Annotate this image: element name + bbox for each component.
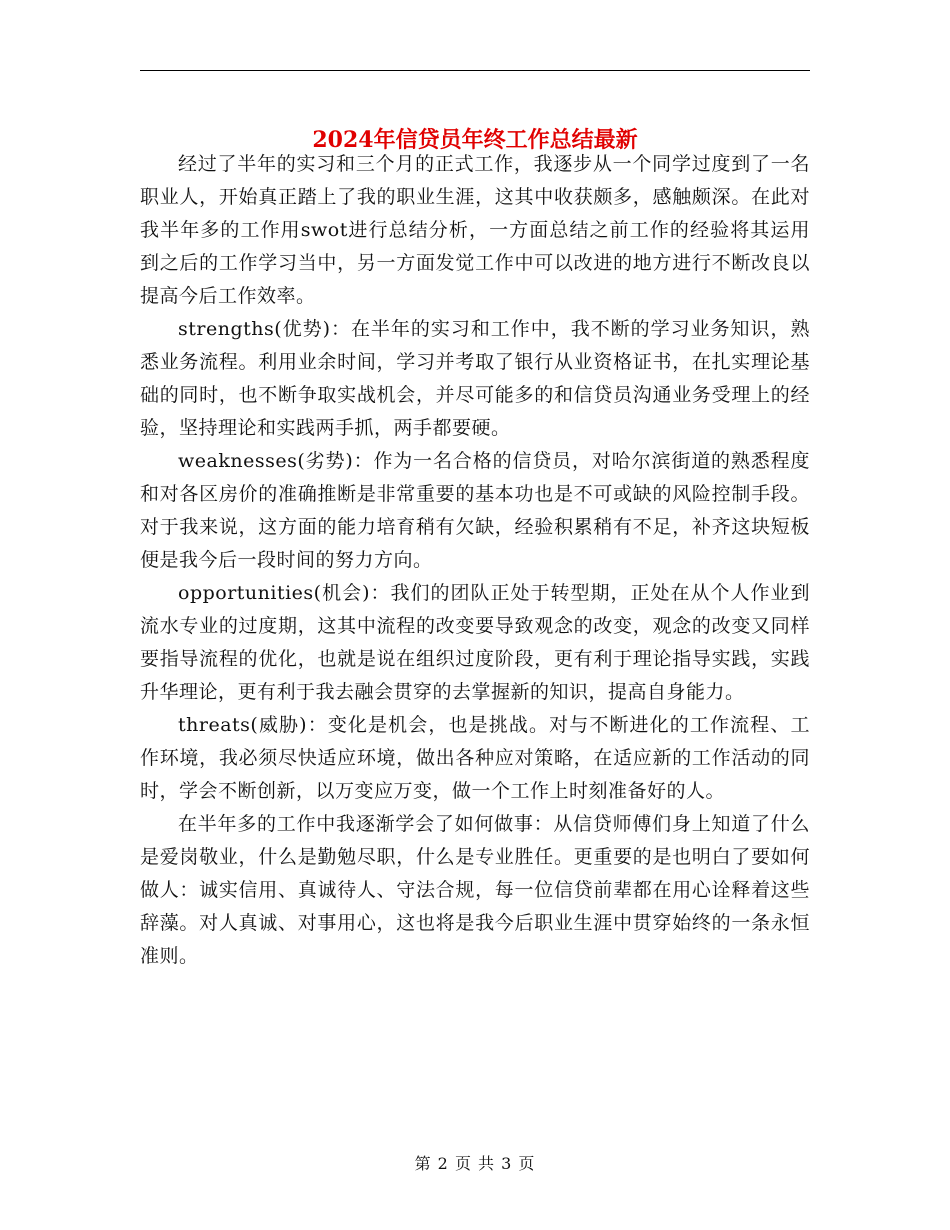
paragraph-weaknesses: weaknesses(劣势)：作为一名合格的信贷员，对哈尔滨街道的熟悉程度和对各区房价的准确推断是非常重要的基本功也是不可或缺的风险控制手段。对于我来说，这方面的能力培育稍有欠缺，经验积累稍有不足，补齐这块短板便是我今后一段时间的努力方向。 — [140, 450, 810, 571]
document-title: 2024年信贷员年终工作总结最新 — [312, 126, 638, 153]
paragraph-strengths: strengths(优势)：在半年的实习和工作中，我不断的学习业务知识，熟悉业务流程。利用业余时间，学习并考取了银行从业资格证书，在扎实理论基础的同时，也不断争取实战机会，并尽可能多的和信贷员沟通业务受理上的经验，坚持理论和实践两手抓，两手都要硬。 — [140, 318, 810, 439]
page-number-footer: 第 2 页 共 3 页 — [414, 1154, 536, 1173]
paragraph-threats: threats(威胁)：变化是机会，也是挑战。对与不断进化的工作流程、工作环境，我必须尽快适应环境，做出各种应对策略，在适应新的工作活动的同时，学会不断创新，以万变应万变，做一个工作上时刻准备好的人。 — [140, 714, 810, 802]
document-body — [140, 148, 810, 973]
paragraph-opportunities: opportunities(机会)：我们的团队正处于转型期，正处在从个人作业到流水专业的过度期，这其中流程的改变要导致观念的改变，观念的改变又同样要指导流程的优化，也就是说在组织过度阶段，更有利于理论指导实践，实践升华理论，更有利于我去融会贯穿的去掌握新的知识，提高自身能力。 — [140, 582, 810, 703]
paragraph-conclusion: 在半年多的工作中我逐渐学会了如何做事：从信贷师傅们身上知道了什么是爱岗敬业，什么是勤勉尽职，什么是专业胜任。更重要的是也明白了要如何做人：诚实信用、真诚待人、守法合规，每一位信贷前辈都在用心诠释着这些辞藻。对人真诚、对事用心，这也将是我今后职业生涯中贯穿始终的一条永恒准则。 — [140, 813, 810, 967]
header-rule — [140, 70, 810, 71]
paragraph-intro: 经过了半年的实习和三个月的正式工作，我逐步从一个同学过度到了一名职业人，开始真正踏上了我的职业生涯，这其中收获颇多，感触颇深。在此对我半年多的工作用swot进行总结分析，一方面总结之前工作的经验将其运用到之后的工作学习当中，另一方面发觉工作中可以改进的地方进行不断改良以提高今后工作效率。 — [140, 153, 810, 307]
